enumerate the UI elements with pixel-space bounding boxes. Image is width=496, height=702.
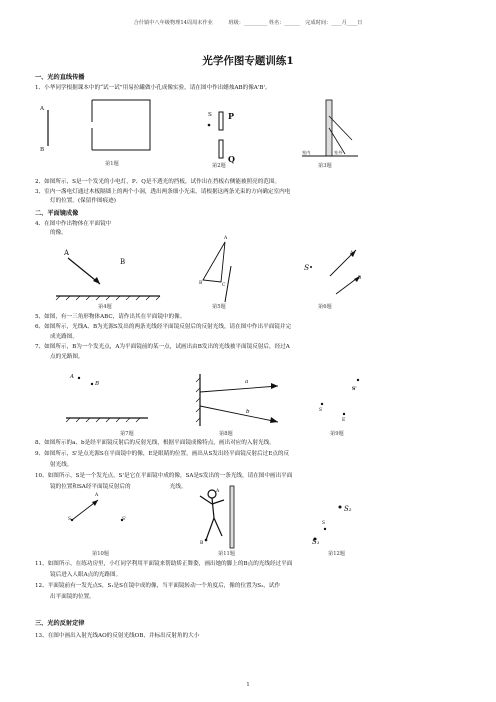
caption-fig-11: 第11题 bbox=[218, 551, 235, 557]
fig2-label-s: S bbox=[208, 112, 212, 118]
fig6-label-a: A bbox=[350, 251, 354, 256]
question-12-line-1: 12、平面镜前有一发光点S，S₁是S在镜中成的像，当平面镜转动一个角度后，像的位置为S₂，试作 bbox=[35, 583, 281, 589]
figure-1-pinhole bbox=[40, 96, 160, 158]
fig8-label-b: b bbox=[246, 409, 250, 415]
fig10-label-a: A bbox=[95, 493, 99, 498]
question-11-line-2: 镜后进入人眼A点的光路图。 bbox=[50, 572, 122, 578]
question-8: 8、如图所示的a、b是经平面镜反射后的反射光线，根据平面镜成像特点，画出对应的入射光线。 bbox=[35, 440, 275, 446]
question-10-line-2: 镜的位置和SA经平面镜反射后的 光线。 bbox=[50, 484, 187, 490]
figure-12-mirror-rotation bbox=[300, 494, 360, 550]
fig11-label-b: B bbox=[200, 541, 204, 546]
fig3-label-outdoor: 室外 bbox=[334, 150, 343, 155]
fig10-label-sprime: S' bbox=[122, 517, 127, 522]
question-3-line-1: 3、室内一盏电灯通过木板隔墙上的两个小洞，透出两条细小光束，请根据这两条光束的方向确定室内电 bbox=[35, 189, 291, 195]
fig3-label-indoor: 室内 bbox=[302, 150, 311, 155]
figure-5-triangle bbox=[195, 236, 245, 304]
fig11-label-a: A bbox=[216, 489, 220, 494]
question-12-line-2: 出平面镜的位置。 bbox=[50, 594, 95, 600]
page-title: 光学作图专题训练1 bbox=[202, 55, 294, 67]
caption-fig-10: 第10题 bbox=[92, 551, 109, 557]
fig12-label-s: S bbox=[322, 521, 326, 526]
figure-6-reflected-rays bbox=[300, 246, 370, 302]
fig9-label-e: E bbox=[342, 418, 346, 423]
caption-fig-12: 第12题 bbox=[328, 551, 345, 557]
question-11-line-1: 11、如图所示，在练功房里，小红同学利用平面镜来帮助矫正舞姿，画出她的脚上的B点的光线经过平面 bbox=[35, 561, 293, 567]
question-7-line-2: 点的光路图。 bbox=[50, 354, 84, 360]
fig4-label-a: A bbox=[64, 249, 70, 257]
figure-10-source-image bbox=[62, 494, 142, 544]
fig1-label-b: B bbox=[40, 147, 45, 153]
question-2: 2、如图所示，S是一个发光的小电灯，P、Q是不透光的挡板，试作出在挡板右侧能被照亮的范围。 bbox=[35, 179, 281, 185]
caption-fig-1: 第1题 bbox=[105, 161, 119, 167]
fig4-label-b: B bbox=[120, 258, 126, 266]
fig7-label-b: B bbox=[95, 381, 100, 387]
fig1-label-a: A bbox=[40, 106, 45, 112]
caption-fig-8: 第8题 bbox=[219, 431, 233, 437]
fig5-label-c: C bbox=[222, 283, 226, 288]
fig6-label-b: B bbox=[358, 276, 362, 281]
question-4-line-1: 4、在图中作出物体在平面镜中 bbox=[35, 221, 112, 227]
question-7-line-1: 7、如图所示，B为一个发光点，A为平面镜前的某一点，试画出由B发出的光线被平面镜反射后，经过A bbox=[35, 344, 290, 350]
caption-fig-9: 第9题 bbox=[330, 431, 344, 437]
fig12-label-s1: S₁ bbox=[312, 538, 320, 546]
section-heading-2: 二、平面镜成像 bbox=[35, 210, 79, 217]
caption-fig-4: 第4题 bbox=[98, 304, 112, 310]
fig9-label-sprime: S' bbox=[352, 387, 357, 392]
caption-fig-6: 第6题 bbox=[318, 304, 332, 310]
fig7-label-a: A bbox=[70, 374, 74, 380]
figure-8-reflected-a-b bbox=[196, 372, 282, 428]
question-6-line-1: 6、如图所示，光线A、B为光源S发出的两条光线经平面镜反射后的反射光线，请在图中作出平面镜并完 bbox=[35, 324, 292, 330]
question-9-line-2: 射光线。 bbox=[50, 462, 73, 468]
section-heading-3: 三、光的反射定律 bbox=[35, 620, 85, 627]
page-header: 合什镇中八年级物理14周周末作业 班级：_________ 姓名：______ 完成时间：____月____日 bbox=[133, 20, 363, 26]
question-3-line-2: 灯的位置。(保留作图痕迹) bbox=[50, 198, 116, 204]
question-1: 1、小华同学根据课本中的“试一试”用易拉罐做小孔成像实验，请在图中作出蜡烛AB的像A'B'。 bbox=[35, 85, 271, 91]
question-6-line-2: 成光路图。 bbox=[50, 334, 78, 340]
fig2-label-p: P bbox=[228, 111, 235, 121]
caption-fig-2: 第2题 bbox=[212, 163, 226, 169]
question-4-line-2: 的像。 bbox=[50, 230, 67, 236]
page-number: 1 bbox=[246, 682, 250, 688]
section-heading-1: 一、光的直线传播 bbox=[35, 74, 85, 81]
figure-2-lamp-boards bbox=[200, 110, 245, 162]
fig6-label-s: S bbox=[304, 263, 310, 272]
fig5-label-a: A bbox=[224, 236, 228, 241]
question-10-line-1: 10、如图所示，S是一个发光点，S'是它在平面镜中成的像，SA是S发出的一条光线，请在图中画出平面 bbox=[35, 473, 293, 479]
fig9-label-s: S bbox=[319, 408, 323, 413]
question-13: 13、在图中画出入射光线AO的反射光线OB，并标出反射角的大小 bbox=[35, 633, 200, 639]
fig2-label-q: Q bbox=[228, 154, 235, 164]
fig12-label-s2: S₂ bbox=[344, 505, 352, 513]
caption-fig-3: 第3题 bbox=[318, 163, 332, 169]
figure-11-dancer-mirror bbox=[196, 484, 256, 550]
fig8-label-a: a bbox=[245, 379, 249, 385]
figure-7-points-mirror bbox=[62, 372, 152, 424]
question-5: 5、如图，有一三角形物体ABC，请作出其在平面镜中的像。 bbox=[35, 314, 186, 320]
fig5-label-b: B bbox=[199, 281, 203, 286]
figure-9-source-eye bbox=[300, 372, 380, 428]
caption-fig-7: 第7题 bbox=[120, 431, 134, 437]
question-9-line-1: 9、如图所示，S'是点光源S在平面镜中的像，E是眼睛的位置，画出从S发出经平面镜反射后过E点的反 bbox=[35, 451, 290, 457]
fig10-label-s: S bbox=[68, 517, 72, 522]
caption-fig-5: 第5题 bbox=[212, 304, 226, 310]
